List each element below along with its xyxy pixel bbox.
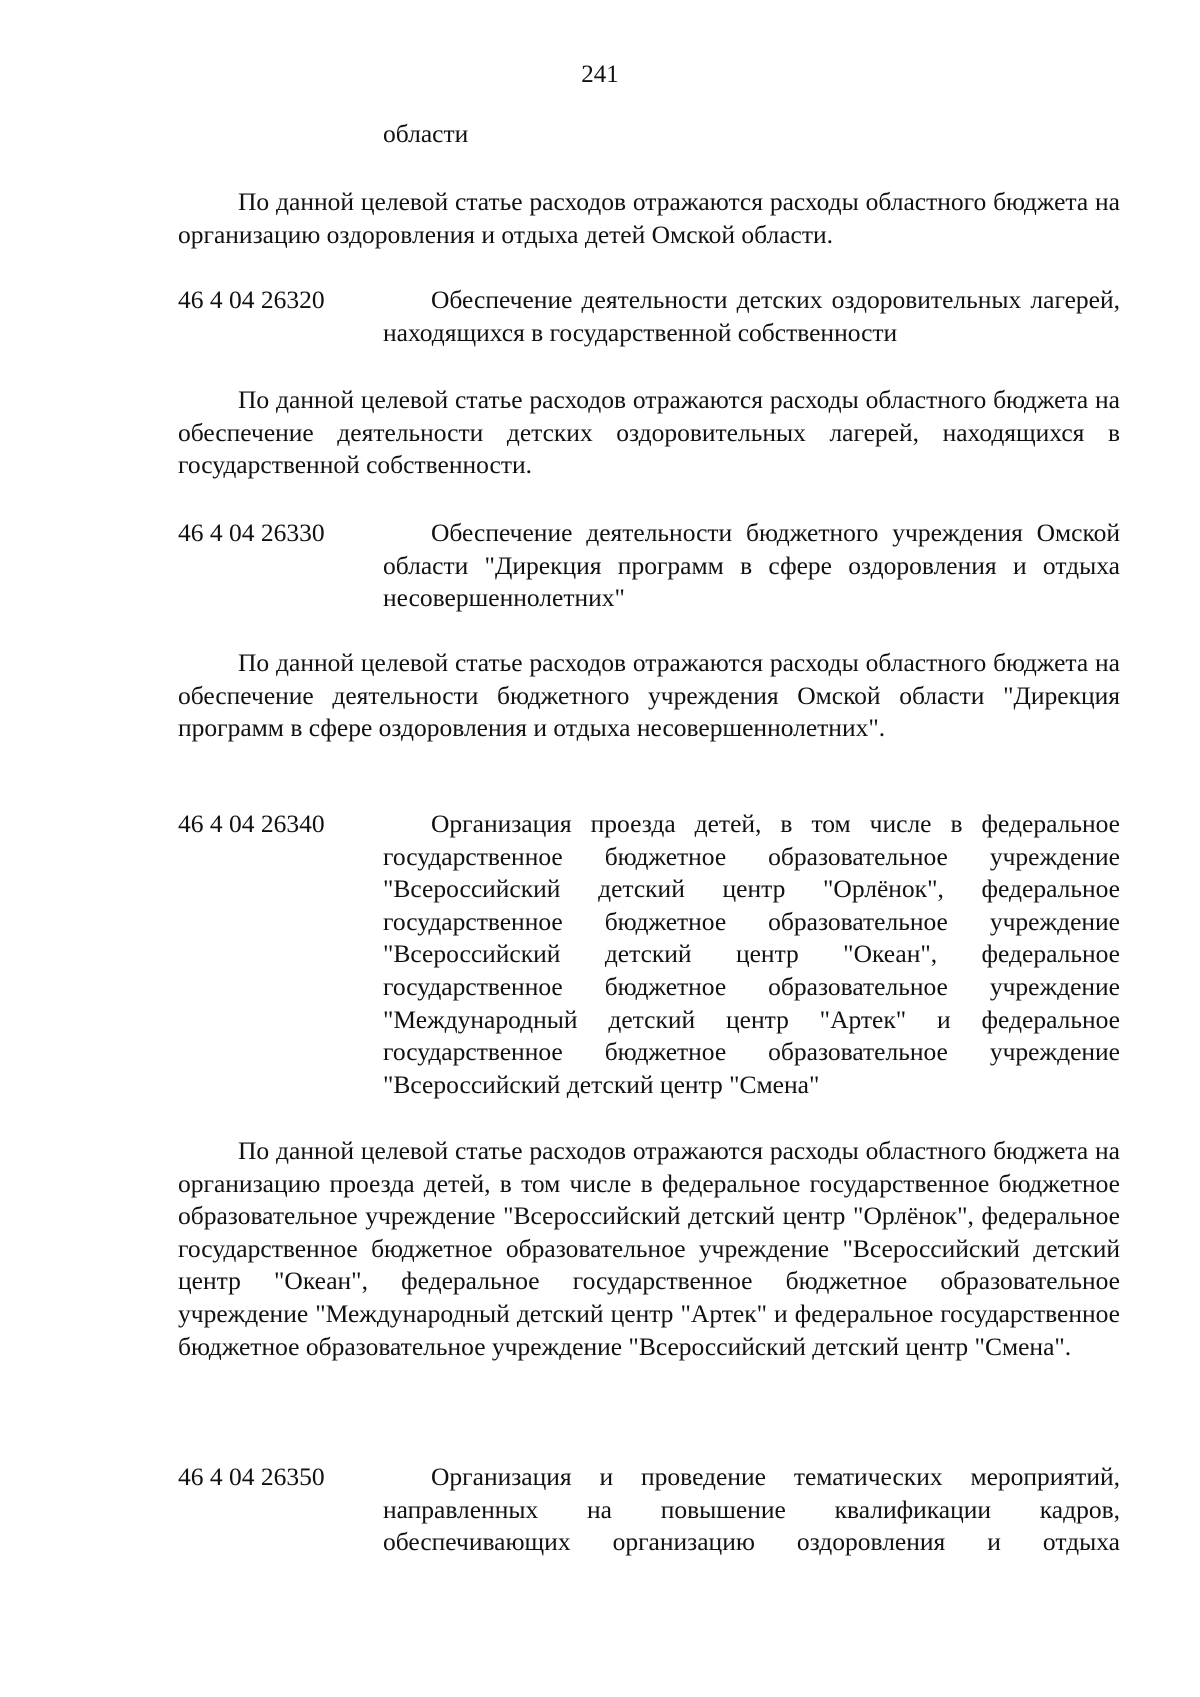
top-fragment: области xyxy=(383,119,469,148)
entry-description: По данной целевой статье расходов отражаются расходы областного бюджета на организацию проезда детей, в том числе в федеральное государственное бюджетное образовательное учреждение "Всероссийский детский центр "Орлёнок", федеральное государственное бюджетное образовательное учреждение "Всероссийский детский центр "Океан", федеральное государственное бюджетное образовательное учреждение "Международный детский центр "Артек" и федеральное государственное бюджетное образовательное учреждение "Всероссийский детский центр "Смена". xyxy=(178,1136,1120,1361)
entry-title: Обеспечение деятельности детских оздоровительных лагерей, находящихся в государственной собственности xyxy=(383,285,1120,347)
entry-title: Обеспечение деятельности бюджетного учреждения Омской области "Дирекция программ в сфере оздоровления и отдыха несовершеннолетних" xyxy=(383,518,1120,613)
entry-code: 46 4 04 26350 xyxy=(178,1462,325,1491)
entry-code: 46 4 04 26330 xyxy=(178,518,325,547)
entry-title: Организация и проведение тематических мероприятий, направленных на повышение квалификации кадров, обеспечивающих организацию оздоровления и отдыха xyxy=(383,1462,1120,1557)
page-number: 241 xyxy=(581,61,619,88)
entry-description: По данной целевой статье расходов отражаются расходы областного бюджета на обеспечение деятельности детских оздоровительных лагерей, находящихся в государственной собственности. xyxy=(178,385,1120,480)
entry-code: 46 4 04 26320 xyxy=(178,285,325,314)
entry-description: По данной целевой статье расходов отражаются расходы областного бюджета на обеспечение деятельности бюджетного учреждения Омской области "Дирекция программ в сфере оздоровления и отдыха несовершеннолетних". xyxy=(178,648,1120,743)
paragraph-1: По данной целевой статье расходов отражаются расходы областного бюджета на организацию оздоровления и отдыха детей Омской области. xyxy=(178,187,1120,249)
entry-code: 46 4 04 26340 xyxy=(178,809,325,838)
entry-title: Организация проезда детей, в том числе в федеральное государственное бюджетное образовательное учреждение "Всероссийский детский центр "Орлёнок", федеральное государственное бюджетное образовательное учреждение "Всероссийский детский центр "Океан", федеральное государственное бюджетное образовательное учреждение "Международный детский центр "Артек" и федеральное государственное бюджетное образовательное учреждение "Всероссийский детский центр "Смена" xyxy=(383,809,1120,1099)
